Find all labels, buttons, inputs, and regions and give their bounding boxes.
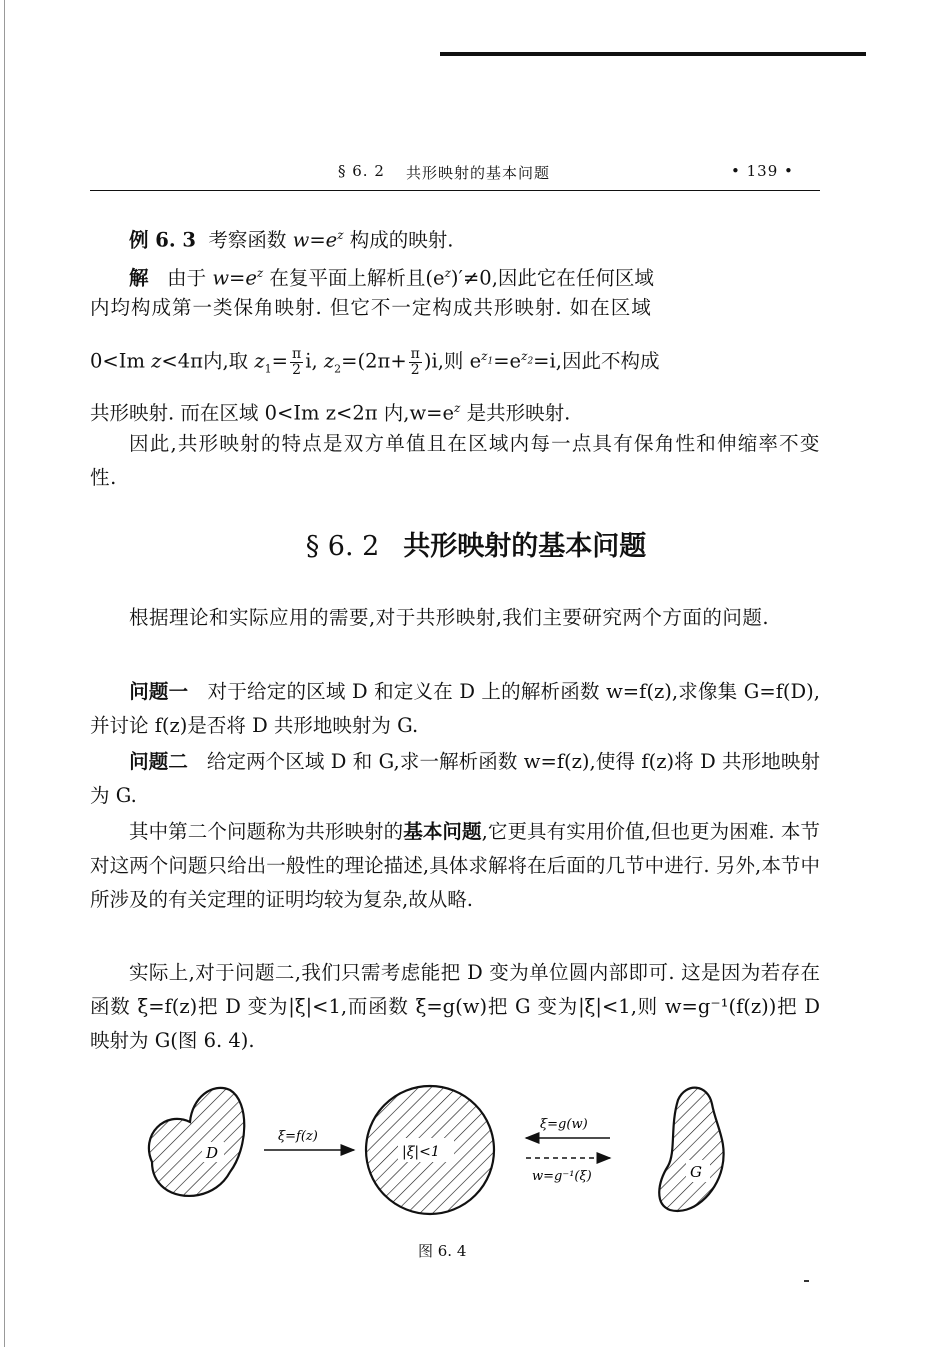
- e-sup1-sub: 1: [487, 356, 494, 367]
- solution-line-3: [90, 334, 820, 391]
- solution-line4-end: 是共形映射.: [460, 401, 571, 425]
- label-d: D: [206, 1144, 219, 1162]
- e-eq2: =e: [493, 349, 522, 373]
- arrow-f-label: ξ=f(z): [278, 1129, 318, 1144]
- solution-line3-a: 0<Im: [90, 349, 152, 373]
- problem1-text: 对于给定的区域 D 和定义在 D 上的解析函数 w=f(z),求像集 G=f(D),并讨论 f(z)是否将 D 共形地映射为 G.: [90, 680, 820, 737]
- top-rule-thick: [440, 52, 866, 56]
- problem1-label: 问题一: [129, 680, 189, 703]
- running-header-title: 共形映射的基本问题: [406, 164, 551, 182]
- z2-eq: =: [341, 349, 358, 373]
- fraction-pi-over-2-a: [290, 347, 303, 378]
- problem1-paragraph: [90, 675, 820, 743]
- example-label: 例 6. 3: [129, 228, 197, 252]
- e-sup1: [481, 349, 494, 367]
- z2-sub: 2: [334, 362, 342, 376]
- z2-var: z: [323, 349, 335, 373]
- solution-line1-b: 在复平面上解析且(e: [263, 266, 445, 290]
- summary-paragraph: 因此,共形映射的特点是双方单值且在区域内每一点具有保角性和伸缩率不变性.: [90, 432, 820, 489]
- example-line: [90, 218, 820, 258]
- example-text-a: 考察函数: [208, 228, 293, 252]
- example-text-b: 构成的映射.: [343, 228, 454, 252]
- label-disk: |ξ|<1: [402, 1144, 440, 1160]
- solution-line1-sup2: z: [444, 266, 451, 280]
- solution-line3-z: z: [151, 349, 162, 373]
- example-formula-sup: z: [337, 228, 344, 242]
- solution-label: 解: [129, 266, 149, 290]
- basic-problem-paragraph: [90, 815, 820, 917]
- section-heading: [0, 524, 952, 563]
- figure-caption: 图 6. 4: [418, 1242, 467, 1260]
- frac-b-num: π: [410, 345, 420, 362]
- problem2-text: 给定两个区域 D 和 G,求一解析函数 w=f(z),使得 f(z)将 D 共形地映射为 G.: [90, 750, 820, 807]
- arrow-g-label: ξ=g(w): [540, 1117, 588, 1132]
- fraction-pi-over-2-b: [409, 347, 422, 378]
- frac-b-den: 2: [410, 361, 420, 378]
- corner-mark: [804, 1280, 809, 1282]
- label-g: G: [690, 1163, 702, 1181]
- example-formula: w=e: [292, 228, 338, 252]
- solution-line1-c: )′≠0,因此它在任何区域: [450, 266, 654, 290]
- solution-line3-end: =i,因此不构成: [533, 349, 660, 373]
- basic-text-a: 其中第二个问题称为共形映射的: [129, 820, 404, 843]
- solution-line4-text: 共形映射. 而在区域 0<Im z<2π 内,w=e: [90, 401, 455, 425]
- section-number: § 6. 2: [305, 531, 380, 562]
- frac-a-num: π: [292, 345, 302, 362]
- intro-paragraph: 根据理论和实际应用的需要,对于共形映射,我们主要研究两个方面的问题.: [129, 606, 770, 629]
- practice-paragraph: 实际上,对于问题二,我们只需考虑能把 D 变为单位圆内部即可. 这是因为若存在函数 ξ=f(z)把 D 变为|ξ|<1,而函数 ξ=g(w)把 G 变为|ξ|<1,则 w=g⁻¹(f(z))把 D 映射为 G(图 6. 4).: [90, 961, 820, 1052]
- header-rule: [90, 190, 820, 191]
- region-g-shape: [659, 1088, 723, 1211]
- solution-line-2: 内均构成第一类保角映射. 但它不一定构成共形映射. 如在区域: [90, 296, 652, 319]
- z1-eq: =: [271, 349, 289, 373]
- running-header-section: § 6. 2: [338, 162, 385, 180]
- problem2-label: 问题二: [129, 750, 188, 773]
- solution-line1-a: 由于: [167, 266, 213, 290]
- frac-a-den: 2: [292, 361, 302, 378]
- problem2-paragraph: [90, 745, 820, 813]
- e-sup2-var: z: [521, 349, 528, 363]
- solution-line-4: [90, 391, 820, 431]
- region-d-shape: [149, 1088, 244, 1196]
- e-sup2-sub: 2: [527, 356, 534, 367]
- solution-line4-sup: z: [454, 401, 461, 415]
- z1-i: i,: [305, 349, 324, 373]
- solution-line1-sup: z: [256, 266, 264, 280]
- figure-6-4: [130, 1070, 770, 1230]
- solution-line-1: [90, 256, 820, 296]
- arrow-g-inverse-label: w=g⁻¹(ξ): [532, 1169, 592, 1184]
- page-number: • 139 •: [731, 162, 794, 180]
- basic-text-b: ,它更具有实用价值,但也更为困难. 本节对这两个问题只给出一般性的理论描述,具体求解将在后面的几节中进行. 另外,本节中所涉及的有关定理的证明均较为复杂,故从略.: [90, 820, 820, 911]
- basic-bold-term: 基本问题: [403, 820, 482, 843]
- z1-sub: 1: [264, 362, 272, 376]
- section-title: 共形映射的基本问题: [403, 531, 647, 562]
- z1-var: z: [254, 349, 265, 373]
- paren-close: )i,则 e: [423, 349, 482, 373]
- solution-line3-b: <4π内,取: [161, 349, 255, 373]
- solution-line1-formula: w=e: [212, 266, 257, 290]
- left-margin-line: [4, 0, 5, 1347]
- e-sup2: [521, 349, 534, 367]
- paren-open: (2π+: [357, 349, 407, 373]
- e-sup1-var: z: [481, 349, 488, 363]
